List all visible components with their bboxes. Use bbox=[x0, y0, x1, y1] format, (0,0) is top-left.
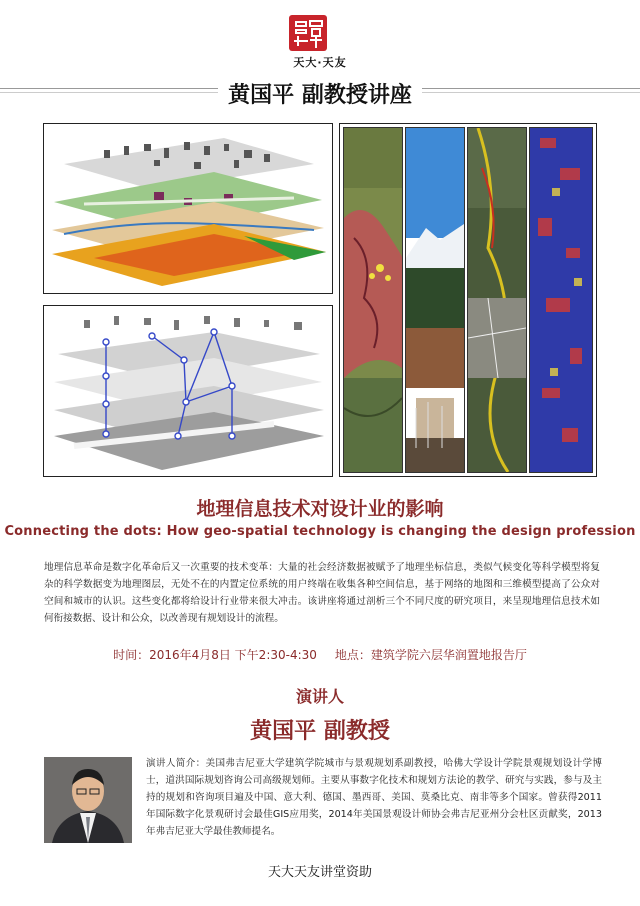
mountain-photo-strip bbox=[405, 127, 465, 473]
talk-title-cn: 地理信息技术对设计业的影响 bbox=[196, 498, 444, 520]
sponsor-line: 天大天友讲堂资助 bbox=[267, 865, 372, 880]
speaker-name: 黄国平 副教授 bbox=[250, 719, 390, 744]
speaker-bio: 演讲人简介：美国弗吉尼亚大学建筑学院城市与景观规划系副教授，哈佛大学设计学院景观规划设计学博士，道洪国际规划咨询公司高级规划师。主要从事数字化技术和规划方法论的教学、研究与实践，参与及主持的规划和咨询项目遍及中国、意大利、德国、墨西哥、美国、莫桑比克、南非等多个国家。曾获得2011年国际数字化景观研讨会最佳GIS应用奖，2014年美国景观设计师协会弗吉尼亚州分会杜区贡献奖，2013年弗吉尼亚大学最佳教师提名。 bbox=[146, 758, 602, 837]
aerial-photo-strip bbox=[467, 127, 527, 473]
terrain-map-strip bbox=[343, 127, 403, 473]
talk-time: 时间：2016年4月8日 下午2:30-4:30 bbox=[113, 648, 317, 662]
logo-text: 天大·天友 bbox=[293, 56, 347, 69]
speaker-heading: 演讲人 bbox=[295, 687, 344, 706]
lecture-title bbox=[0, 78, 640, 109]
heatmap-strip bbox=[529, 127, 593, 473]
talk-title-en: Connecting the dots: How geo-spatial technology is changing the design profession bbox=[4, 524, 636, 539]
layered-maps-figure bbox=[43, 123, 333, 294]
talk-location: 地点：建筑学院六层华润置地报告厅 bbox=[334, 648, 527, 662]
speaker-portrait bbox=[44, 757, 132, 843]
talk-abstract: 地理信息革命是数字化革命后又一次重要的技术变革：大量的社会经济数据被赋予了地理坐标信息，类似气候变化等科学模型将复杂的科学数据变为地理图层，无处不在的内置定位系统的用户终端在收集各种空间信息，基于网络的地图和三维模型提高了公众对空间和城市的认识。这些变化都将给设计行业带来很大冲击。该讲座将通过剖析三个不同尺度的研究项目，来呈现地理信息技术如何衔接数据、设计和公众，以改善现有规划设计的流程。 bbox=[44, 562, 600, 624]
geo-imagery-figure bbox=[339, 123, 597, 477]
lecture-title-text: 黄国平 副教授讲座 bbox=[218, 83, 422, 108]
schedule-line bbox=[0, 646, 640, 663]
seal-logo bbox=[288, 14, 328, 52]
connected-layers-figure bbox=[43, 305, 333, 477]
